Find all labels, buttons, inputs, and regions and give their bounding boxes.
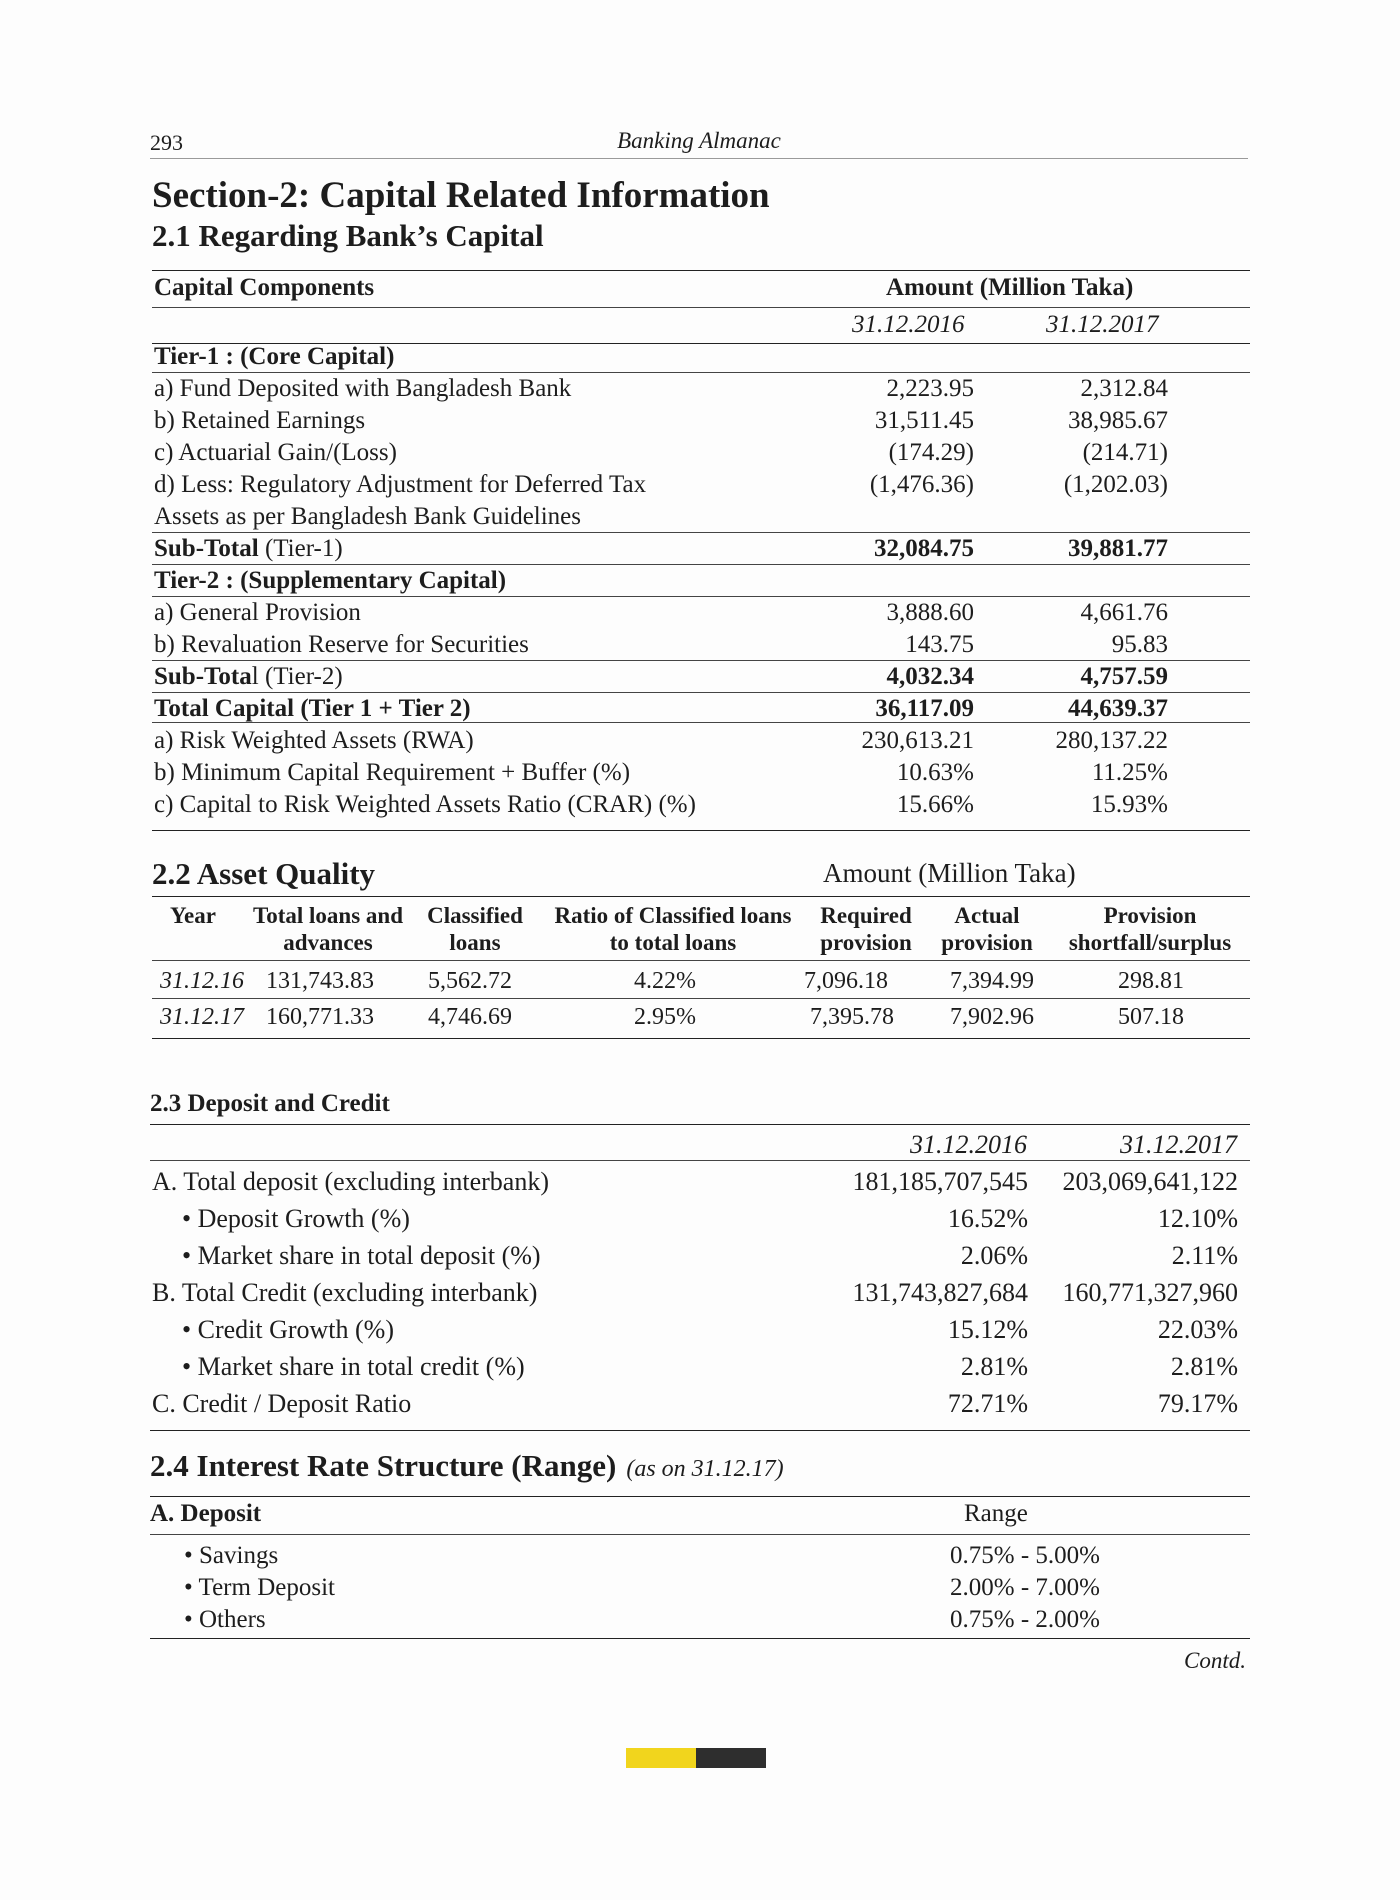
row-label: C. Credit / Deposit Ratio <box>152 1389 412 1418</box>
aq-year: 31.12.17 <box>160 1004 244 1030</box>
rate-range: 0.75% - 5.00% <box>950 1542 1100 1569</box>
value-2016: (1,476.36) <box>869 471 974 498</box>
col-provision-shortfall: Provision shortfall/surplus <box>1068 903 1232 955</box>
table-row <box>150 1312 1250 1348</box>
value-2016: 4,032.34 <box>886 663 974 690</box>
divider <box>152 722 1250 723</box>
value-2017: 4,757.59 <box>1080 663 1168 690</box>
asset-quality-unit: Amount (Million Taka) <box>823 858 1076 888</box>
value-2016: 131,743,827,684 <box>852 1278 1028 1307</box>
table-row <box>152 341 1250 373</box>
row-label: b) Minimum Capital Requirement + Buffer (%) <box>154 759 631 786</box>
divider <box>152 960 1250 961</box>
aq-required: 7,096.18 <box>804 968 888 994</box>
value-2017: 2.81% <box>1170 1352 1238 1381</box>
value-2017: 79.17% <box>1157 1389 1238 1418</box>
value-2016: 2.06% <box>960 1241 1028 1270</box>
capital-title: 2.1 Regarding Bank’s Capital <box>152 218 544 253</box>
row-label: • Others <box>184 1606 266 1633</box>
row-label: a) Fund Deposited with Bangladesh Bank <box>154 375 572 402</box>
rate-range: 2.00% - 7.00% <box>950 1574 1100 1601</box>
divider <box>152 896 1250 897</box>
row-label: Tier-1 : (Core Capital) <box>154 343 395 370</box>
row-label: Sub-Total (Tier-1) <box>154 535 343 562</box>
row-label: Total Capital (Tier 1 + Tier 2) <box>154 695 471 722</box>
value-2017: 15.93% <box>1090 791 1168 818</box>
divider <box>150 1638 1250 1639</box>
row-label: Assets as per Bangladesh Bank Guidelines <box>154 503 582 530</box>
range-col-label: Range <box>964 1500 1028 1527</box>
value-2016: 143.75 <box>905 631 974 658</box>
table-row <box>150 1572 1250 1604</box>
aq-year: 31.12.16 <box>160 968 244 994</box>
value-2017: 280,137.22 <box>1055 727 1168 754</box>
divider <box>150 1430 1250 1431</box>
divider <box>150 1496 1250 1497</box>
row-label: • Deposit Growth (%) <box>182 1204 410 1233</box>
table-row <box>152 373 1250 405</box>
aq-actual: 7,394.99 <box>950 968 1034 994</box>
col-actual-provision: Actual provision <box>941 903 1033 955</box>
dc-date-2016: 31.12.2016 <box>910 1130 1027 1159</box>
divider <box>152 564 1250 565</box>
deposit-credit-title: 2.3 Deposit and Credit <box>150 1090 390 1117</box>
value-2016: (174.29) <box>888 439 974 466</box>
table-row <box>150 1540 1250 1572</box>
table-row <box>152 789 1250 821</box>
running-title: Banking Almanac <box>617 128 781 153</box>
footer-color-bar-black <box>696 1748 766 1768</box>
table-row <box>152 725 1250 757</box>
value-2017: (214.71) <box>1082 439 1168 466</box>
capital-date-2017: 31.12.2017 <box>1046 311 1159 338</box>
value-2017: 39,881.77 <box>1068 535 1168 562</box>
divider <box>152 1038 1250 1039</box>
footer-color-bar-yellow <box>626 1748 696 1768</box>
divider <box>150 1534 1250 1535</box>
col-total-loans: Total loans and advances <box>253 903 403 955</box>
value-2017: 160,771,327,960 <box>1062 1278 1238 1307</box>
aq-classified: 5,562.72 <box>428 968 512 994</box>
value-2017: 44,639.37 <box>1068 695 1168 722</box>
continued-label: Contd. <box>1184 1648 1246 1673</box>
table-row <box>150 1238 1250 1274</box>
row-label: • Credit Growth (%) <box>182 1315 394 1344</box>
table-row <box>152 597 1250 629</box>
col-year: Year <box>170 903 216 928</box>
divider <box>152 660 1250 661</box>
page-number: 293 <box>150 130 183 155</box>
value-2016: 10.63% <box>896 759 974 786</box>
row-label: Sub-Total (Tier-2) <box>154 663 343 690</box>
dc-date-2017: 31.12.2017 <box>1120 1130 1237 1159</box>
value-2017: 2,312.84 <box>1080 375 1168 402</box>
table-row <box>152 661 1250 693</box>
value-2017: 12.10% <box>1157 1204 1238 1233</box>
row-label: a) Risk Weighted Assets (RWA) <box>154 727 474 754</box>
divider <box>152 372 1250 373</box>
value-2017: (1,202.03) <box>1063 471 1168 498</box>
value-2016: 2.81% <box>960 1352 1028 1381</box>
divider <box>152 830 1250 831</box>
table-row <box>150 1604 1250 1636</box>
table-row <box>150 1275 1250 1311</box>
aq-total-loans: 160,771.33 <box>266 1004 374 1030</box>
aq-shortfall: 298.81 <box>1118 968 1184 994</box>
aq-classified: 4,746.69 <box>428 1004 512 1030</box>
row-label: • Term Deposit <box>184 1574 335 1601</box>
value-2017: 2.11% <box>1171 1241 1238 1270</box>
value-2016: 15.66% <box>896 791 974 818</box>
row-label: b) Revaluation Reserve for Securities <box>154 631 529 658</box>
capital-col-label: Capital Components <box>154 274 375 301</box>
row-label: c) Actuarial Gain/(Loss) <box>154 439 397 466</box>
value-2016: 2,223.95 <box>886 375 974 402</box>
row-label: A. Total deposit (excluding interbank) <box>152 1167 549 1196</box>
value-2016: 181,185,707,545 <box>852 1167 1028 1196</box>
divider <box>152 270 1250 271</box>
value-2017: 22.03% <box>1157 1315 1238 1344</box>
asset-quality-title: 2.2 Asset Quality <box>152 856 376 891</box>
table-row <box>150 1386 1250 1422</box>
running-header <box>150 128 1248 159</box>
deposit-col-label: A. Deposit <box>150 1500 262 1527</box>
divider <box>152 998 1250 999</box>
capital-col-amount: Amount (Million Taka) <box>886 274 1134 301</box>
col-classified-loans: Classified loans <box>427 903 523 955</box>
table-row <box>152 757 1250 789</box>
divider <box>150 1160 1250 1161</box>
rate-range: 0.75% - 2.00% <box>950 1606 1100 1633</box>
aq-required: 7,395.78 <box>810 1004 894 1030</box>
value-2016: 31,511.45 <box>874 407 974 434</box>
aq-ratio: 2.95% <box>634 1004 696 1030</box>
interest-rate-title: 2.4 Interest Rate Structure (Range) (as on 31.12.17) <box>150 1448 784 1483</box>
value-2016: 36,117.09 <box>875 695 974 722</box>
table-row <box>150 1349 1250 1385</box>
row-label: • Savings <box>184 1542 279 1569</box>
row-label: a) General Provision <box>154 599 361 626</box>
capital-table <box>152 341 1250 821</box>
value-2017: 4,661.76 <box>1080 599 1168 626</box>
value-2016: 230,613.21 <box>861 727 974 754</box>
aq-ratio: 4.22% <box>634 968 696 994</box>
table-row <box>150 1201 1250 1237</box>
value-2016: 72.71% <box>947 1389 1028 1418</box>
table-row <box>150 1164 1250 1200</box>
table-row <box>152 693 1250 725</box>
aq-shortfall: 507.18 <box>1118 1004 1184 1030</box>
row-label: b) Retained Earnings <box>154 407 366 434</box>
value-2016: 32,084.75 <box>874 535 974 562</box>
col-required-provision: Required provision <box>820 903 912 955</box>
interest-rate-note: (as on 31.12.17) <box>626 1456 784 1482</box>
value-2017: 38,985.67 <box>1068 407 1168 434</box>
table-row <box>152 501 1250 533</box>
aq-total-loans: 131,743.83 <box>266 968 374 994</box>
value-2017: 95.83 <box>1111 631 1168 658</box>
table-row <box>152 565 1250 597</box>
row-label: c) Capital to Risk Weighted Assets Ratio (CRAR) (%) <box>154 791 696 818</box>
row-label: d) Less: Regulatory Adjustment for Deferred Tax <box>154 471 647 498</box>
divider <box>150 1124 1250 1125</box>
table-row <box>152 629 1250 661</box>
row-label: Tier-2 : (Supplementary Capital) <box>154 567 507 594</box>
table-row <box>152 437 1250 469</box>
value-2016: 3,888.60 <box>886 599 974 626</box>
value-2017: 203,069,641,122 <box>1062 1167 1238 1196</box>
divider <box>152 692 1250 693</box>
value-2016: 16.52% <box>947 1204 1028 1233</box>
table-row <box>152 533 1250 565</box>
table-row <box>152 469 1250 501</box>
col-ratio: Ratio of Classified loans to total loans <box>554 903 792 955</box>
table-row <box>152 405 1250 437</box>
divider <box>152 532 1250 533</box>
row-label: • Market share in total credit (%) <box>182 1352 525 1381</box>
section-title: Section-2: Capital Related Information <box>152 175 770 216</box>
value-2017: 11.25% <box>1091 759 1168 786</box>
divider <box>152 596 1250 597</box>
row-label: • Market share in total deposit (%) <box>182 1241 541 1270</box>
divider <box>152 307 1250 308</box>
value-2016: 15.12% <box>947 1315 1028 1344</box>
row-label: B. Total Credit (excluding interbank) <box>152 1278 538 1307</box>
aq-actual: 7,902.96 <box>950 1004 1034 1030</box>
capital-date-2016: 31.12.2016 <box>852 311 965 338</box>
